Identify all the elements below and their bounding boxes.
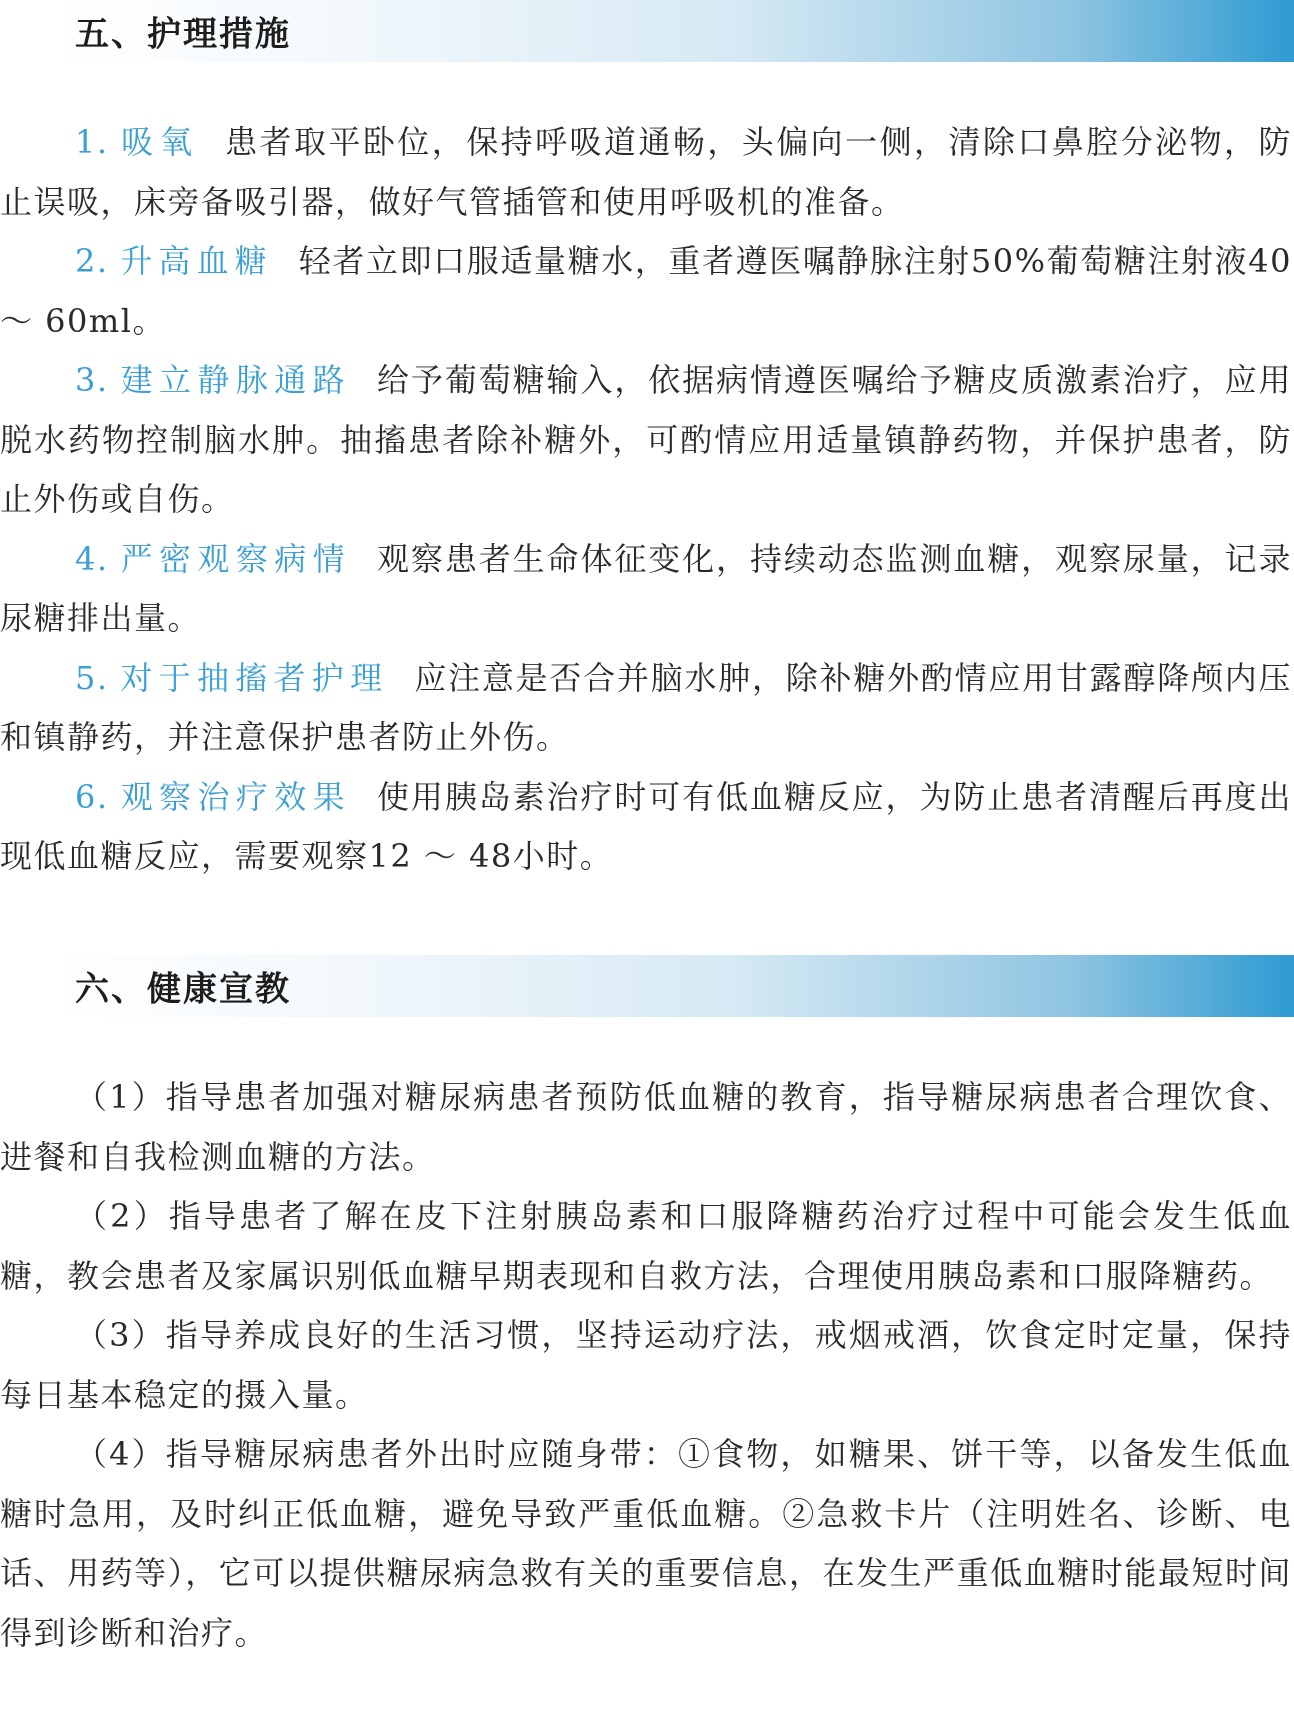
item-text: 使用胰岛素治疗时可有低血糖反应，为防止患者清醒后再度出现低血糖反应，需要观察12 ～ 48小时。	[0, 777, 1292, 875]
paragraph: （3）指导养成良好的生活习惯，坚持运动疗法，戒烟戒酒，饮食定时定量，保持每日基本稳定的摄入量。	[0, 1316, 1292, 1414]
paragraph: （1）指导患者加强对糖尿病患者预防低血糖的教育，指导糖尿病患者合理饮食、进餐和自我检测血糖的方法。	[0, 1078, 1292, 1176]
list-item	[0, 768, 1292, 887]
item-text: 患者取平卧位，保持呼吸道通畅，头偏向一侧，清除口鼻腔分泌物，防止误吸，床旁备吸引器，做好气管插管和使用呼吸机的准备。	[0, 123, 1292, 221]
item-title: 建立静脉通路	[120, 361, 352, 399]
paragraph: （2）指导患者了解在皮下注射胰岛素和口服降糖药治疗过程中可能会发生低血糖，教会患者及家属识别低血糖早期表现和自救方法，合理使用胰岛素和口服降糖药。	[0, 1197, 1292, 1295]
item-text: 给予葡萄糖输入，依据病情遵医嘱给予糖皮质激素治疗，应用脱水药物控制脑水肿。抽搐患者除补糖外，可酌情应用适量镇静药物，并保护患者，防止外伤或自伤。	[0, 361, 1292, 518]
nursing-measures-list	[0, 113, 1294, 887]
item-title: 严密观察病情	[120, 539, 352, 578]
section-header-nursing-measures	[48, 0, 1294, 62]
item-text: 应注意是否合并脑水肿，除补糖外酌情应用甘露醇降颅内压和镇静药，并注意保护患者防止外伤。	[0, 658, 1292, 756]
section-title: 六、健康宣教	[75, 969, 291, 1010]
item-title: 观察治疗效果	[120, 777, 352, 816]
item-number: 2.	[75, 242, 109, 280]
list-item	[0, 232, 1292, 351]
section-title: 五、护理措施	[75, 14, 291, 55]
item-number: 3.	[75, 361, 109, 399]
item-number: 4.	[75, 539, 109, 578]
list-item	[0, 530, 1292, 649]
item-number: 6.	[75, 777, 109, 816]
section-header-health-education	[48, 955, 1294, 1017]
item-number: 1.	[75, 123, 109, 161]
item-title: 升高血糖	[120, 242, 273, 280]
list-item	[0, 113, 1292, 232]
list-item	[0, 649, 1292, 768]
item-number: 5.	[75, 658, 109, 697]
item-title: 吸氧	[121, 123, 200, 161]
item-title: 对于抽搐者护理	[120, 658, 389, 697]
health-education-list	[0, 1068, 1294, 1663]
item-text: 轻者立即口服适量糖水，重者遵医嘱静脉注射50%葡萄糖注射液40 ～ 60ml。	[0, 242, 1292, 340]
paragraph: （4）指导糖尿病患者外出时应随身带：①食物，如糖果、饼干等，以备发生低血糖时急用，及时纠正低血糖，避免导致严重低血糖。②急救卡片（注明姓名、诊断、电话、用药等），它可以提供糖尿病急救有关的重要信息，在发生严重低血糖时能最短时间得到诊断和治疗。	[0, 1435, 1292, 1652]
item-text: 观察患者生命体征变化，持续动态监测血糖，观察尿量，记录尿糖排出量。	[0, 539, 1292, 637]
list-item	[0, 351, 1292, 530]
